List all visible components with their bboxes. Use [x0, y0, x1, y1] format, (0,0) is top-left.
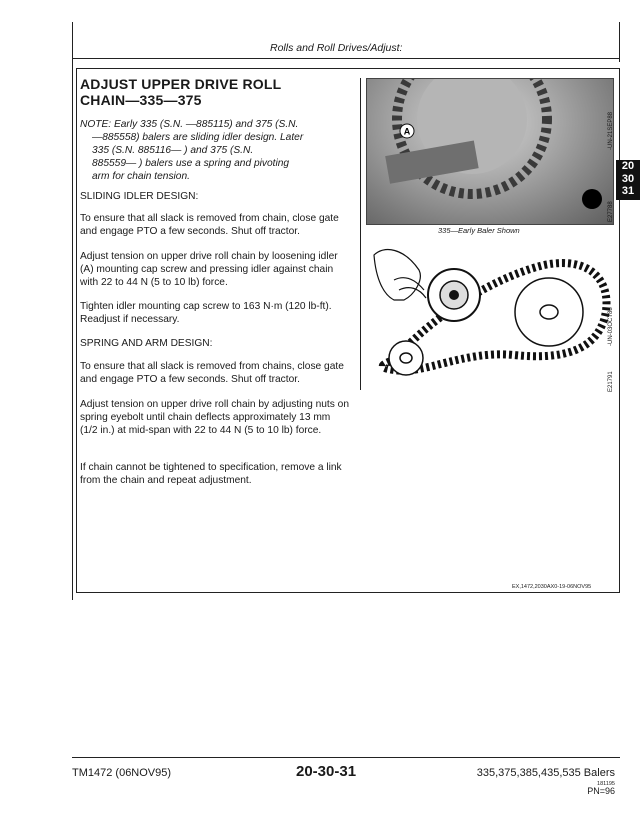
- spring-heading: SPRING AND ARM DESIGN:: [80, 338, 213, 349]
- hand-shape: [374, 250, 420, 300]
- sliding-heading: SLIDING IDLER DESIGN:: [80, 191, 199, 202]
- sliding-para-2: Adjust tension on upper drive roll chain by loosening idler (A) mounting cap screw and pressing idler against chain with 22 to 44 N (5 to 10 lb) force.: [80, 251, 338, 288]
- sliding-para-1: To ensure that all slack is removed from chain, close gate and engage PTO a few seconds. Shut off tractor.: [80, 213, 339, 237]
- note-line2: —885558) balers are sliding idler design. Later: [92, 132, 304, 143]
- thumb-tab-section: 30: [621, 172, 635, 185]
- photo-caption: 335—Early Baler Shown: [438, 226, 520, 235]
- photo-side-code-1: -UN-21SEP88: [608, 111, 614, 150]
- note-line1: NOTE: Early 335 (S.N. —885115) and 375 (S.N.: [80, 119, 299, 130]
- bolt-head-shape: [582, 189, 602, 209]
- right-header-rule: [619, 22, 620, 62]
- sliding-para-3: Tighten idler mounting cap screw to 163 N·m (120 lb-ft). Readjust if necessary.: [80, 301, 332, 325]
- note-line3: 335 (S.N. 885116— ) and 375 (S.N.: [92, 145, 254, 156]
- section-right-rule: [619, 68, 620, 592]
- footer-model-list: 335,375,385,435,535 Balers: [476, 767, 615, 779]
- idler-photo-drawing: [367, 79, 613, 224]
- running-head: Rolls and Roll Drives/Adjust:: [270, 42, 403, 54]
- text-column-rule: [360, 78, 361, 390]
- section-thumb-tab: [616, 160, 640, 200]
- section-left-rule: [76, 68, 77, 592]
- note-line4: 885559— ) balers use a spring and pivoting: [92, 158, 290, 169]
- large-sprocket-shape: [515, 278, 583, 346]
- diagram-side-code-1: -UN-03OCT88: [608, 307, 614, 346]
- callout-a-label: A: [403, 126, 411, 137]
- header-rule: [72, 58, 620, 59]
- footer-date-code: 181195: [597, 781, 615, 787]
- spring-para-1: To ensure that all slack is removed from chains, close gate and engage PTO a few seconds. Shut off tractor.: [80, 361, 344, 385]
- spring-para-3: If chain cannot be tightened to specification, remove a link from the chain and repeat adjustment.: [80, 462, 342, 486]
- photo-side-code-2: E27788: [608, 201, 614, 222]
- small-sprocket-shape: [389, 341, 423, 375]
- idler-bolt-shape: [449, 290, 459, 300]
- footer-page-number: 20-30-31: [296, 763, 357, 780]
- diagram-side-code-2: E21791: [608, 371, 614, 392]
- left-margin-rule: [72, 22, 73, 600]
- footer-rule: [72, 757, 620, 758]
- section-top-rule: [76, 68, 620, 69]
- note-block: [80, 118, 350, 183]
- chain-diagram: [364, 240, 616, 390]
- section-title-line1: ADJUST UPPER DRIVE ROLL: [80, 76, 282, 92]
- thumb-tab-page: 31: [621, 185, 635, 197]
- reference-code: EX,1472,2030AX0-19-06NOV95: [512, 584, 592, 590]
- spring-para-2: Adjust tension on upper drive roll chain by adjusting nuts on spring eyebolt until chain deflects approximately 13 mm (1/2 in.) at mid-span with 22 to 44 N (5 to 10 lb) force.: [80, 399, 350, 436]
- section-title: [80, 76, 330, 108]
- idler-photo: [366, 78, 614, 225]
- section-title-line2: CHAIN—335—375: [80, 92, 202, 108]
- thumb-tab-group: 20: [621, 160, 635, 172]
- section-bottom-rule: [76, 592, 620, 593]
- note-line5: arm for chain tension.: [92, 171, 190, 182]
- chain-diagram-drawing: [364, 240, 616, 390]
- footer-pn: PN=96: [587, 786, 615, 796]
- footer-manual-number: TM1472 (06NOV95): [72, 767, 172, 779]
